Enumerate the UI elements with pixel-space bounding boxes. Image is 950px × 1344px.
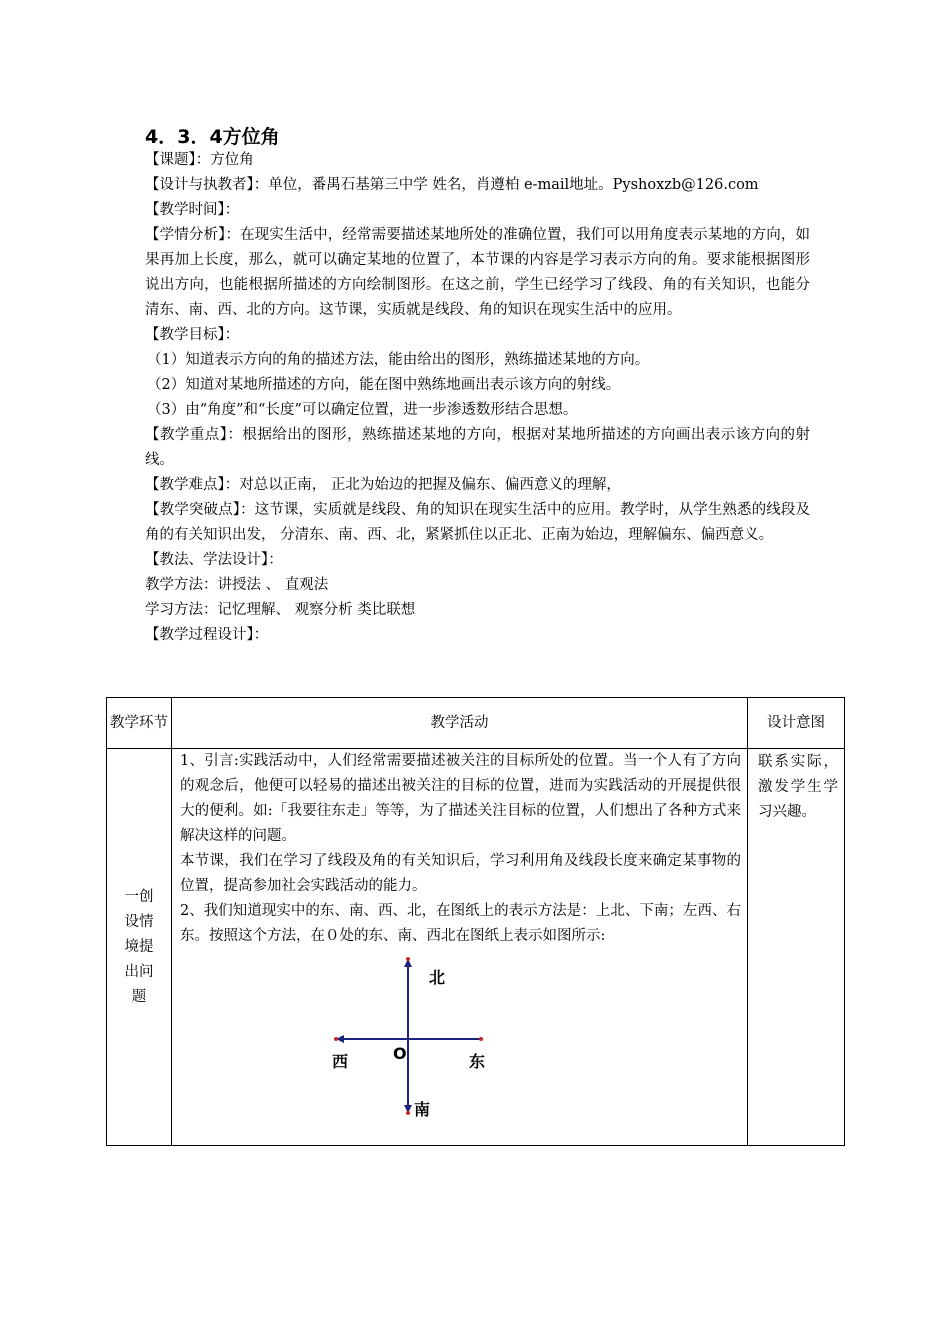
south-tip — [406, 1111, 410, 1115]
goal-3: （3）由“角度”和“长度”可以确定位置，进一步渗透数形结合思想。 — [147, 402, 578, 418]
east-tip — [479, 1037, 483, 1041]
section-cell — [107, 749, 172, 1146]
key-point-paragraph: 【教学重点】：根据给出的图形，熟练描述某地的方向，根据对某地所描述的方向画出表示该方向的射线。 — [145, 427, 810, 468]
north-tip — [406, 957, 410, 961]
header-intent: 设计意图 — [748, 698, 845, 749]
section-label: 一创设情境提出问题 — [124, 888, 154, 1005]
label-east: 东 — [469, 1052, 486, 1071]
teach-method-line: 教学方法：讲授法 、 直观法 — [145, 577, 329, 593]
table-header-row — [107, 698, 845, 749]
difficulty-line: 【教学难点】：对总以正南， 正北为始边的把握及偏东、偏西意义的理解， — [145, 477, 621, 493]
header-activity: 教学活动 — [172, 698, 748, 749]
lesson-title: 4．3．4方位角 — [145, 126, 280, 148]
analysis-paragraph: 【学情分析】：在现实生活中，经常需要描述某地所处的准确位置，我们可以用角度表示某地的方向，如果再加上长度，那么，就可以确定某地的位置了，本节课的内容是学习表示方向的角。要求能根据图形说出方向，也能根据所描述的方向绘制图形。在这之前，学生已经学习了线段、角的有关知识，也能分清东、南、西、北的方向。这节课，实质就是线段、角的知识在现实生活中的应用。 — [145, 227, 810, 318]
table-row — [107, 749, 845, 1146]
designer-line: 【设计与执教者】：单位，番禺石基第三中学 姓名，肖遵柏 e-mail地址。Pyshoxzb@126.com — [145, 177, 759, 193]
lesson-info — [145, 148, 810, 648]
goals-heading: 【教学目标】： — [145, 327, 240, 343]
header-stage: 教学环节 — [107, 698, 172, 749]
label-origin: O — [393, 1044, 407, 1063]
label-north: 北 — [429, 968, 446, 987]
activity-paragraph-3: 2、我们知道现实中的东、南、西、北，在图纸上的表示方法是：上北、下南；左西、右东。按照这个方法，在０处的东、南、西北在图纸上表示如图所示: — [180, 903, 741, 944]
activity-paragraph-1: 1、引言:实践活动中，人们经常需要描述被关注的目标所处的位置。当一个人有了方向的观念后，他便可以轻易的描述出被关注的目标的位置，进而为实践活动的开展提供很大的便利。如:「我要往东走」等等，为了描述关注目标的位置，人们想出了各种方式来解决这样的问题。 — [180, 753, 741, 844]
process-heading: 【教学过程设计】： — [145, 627, 269, 643]
topic-line: 【课题】：方位角 — [145, 152, 254, 168]
west-tip — [334, 1037, 338, 1041]
methods-heading: 【教法、学法设计】： — [145, 552, 283, 568]
breakthrough-paragraph: 【教学突破点】：这节课，实质就是线段、角的知识在现实生活中的应用。教学时，从学生熟悉的线段及角的有关知识出发， 分清东、南、西、北，紧紧抓住以正北、正南为始边，理解偏东、偏西意义。 — [145, 502, 810, 543]
goal-1: （1）知道表示方向的角的描述方法，能由给出的图形，熟练描述某地的方向。 — [147, 352, 650, 368]
compass-diagram — [332, 953, 532, 1123]
activity-cell — [172, 749, 748, 1146]
label-south: 南 — [414, 1100, 431, 1119]
goal-2: （2）知道对某地所描述的方向，能在图中熟练地画出表示该方向的射线。 — [147, 377, 621, 393]
label-west: 西 — [332, 1052, 349, 1071]
activity-paragraph-2: 本节课，我们在学习了线段及角的有关知识后，学习利用角及线段长度来确定某事物的位置，提高参加社会实践活动的能力。 — [180, 853, 741, 894]
learn-method-line: 学习方法：记忆理解、 观察分析 类比联想 — [145, 602, 416, 618]
process-table — [106, 697, 845, 1146]
intent-cell: 联系实际，激发学生学习兴趣。 — [748, 749, 845, 1146]
time-line: 【教学时间】： — [145, 202, 240, 218]
